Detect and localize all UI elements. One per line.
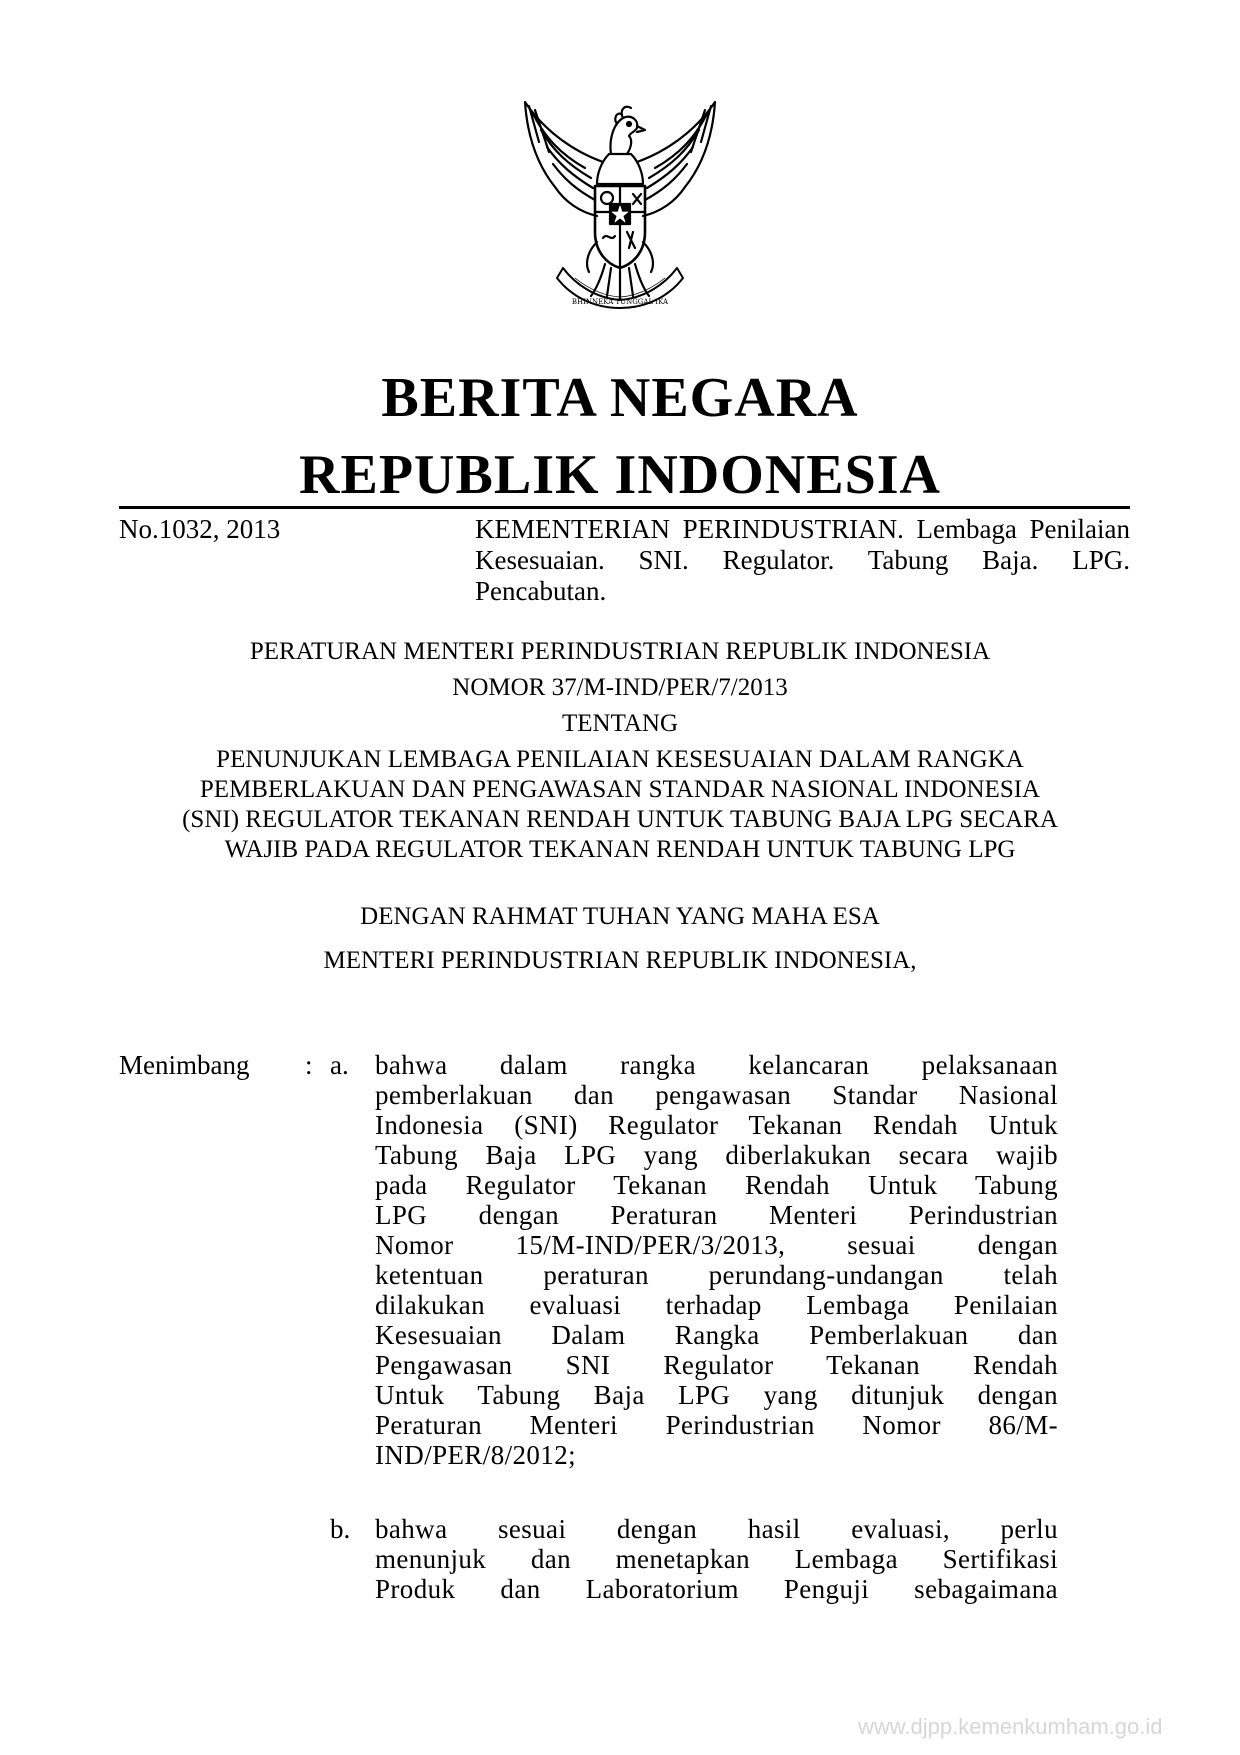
considerations-colon: : <box>305 1050 313 1080</box>
source-watermark: www.djpp.kemenkumham.go.id <box>858 1714 1163 1739</box>
issue-number: No.1032, 2013 <box>119 514 281 544</box>
regulation-issuer: MENTERI PERINDUSTRIAN REPUBLIK INDONESIA, <box>323 947 917 974</box>
gazette-title-line1: BERITA NEGARA <box>381 367 859 429</box>
paragraph-line: dilakukan evaluasi terhadap Lembaga Penilaian <box>375 1290 1058 1320</box>
subject-line: (SNI) REGULATOR TEKANAN RENDAH UNTUK TABUNG BAJA LPG SECARA <box>182 806 1058 833</box>
subject-line: PENUNJUKAN LEMBAGA PENILAIAN KESESUAIAN DALAM RANGKA <box>216 746 1024 773</box>
paragraph-line: Nomor 15/M-IND/PER/3/2013, sesuai dengan <box>375 1230 1058 1260</box>
paragraph-line: Kesesuaian Dalam Rangka Pemberlakuan dan <box>375 1320 1058 1350</box>
paragraph-line: Peraturan Menteri Perindustrian Nomor 86/M- <box>375 1410 1058 1440</box>
paragraph-line: ketentuan peraturan perundang-undangan telah <box>375 1260 1058 1290</box>
paragraph-line: Tabung Baja LPG yang diberlakukan secara wajib <box>375 1140 1058 1170</box>
regulation-about: TENTANG <box>561 710 679 737</box>
paragraph-line: IND/PER/8/2012; <box>375 1440 577 1470</box>
paragraph-line: pada Regulator Tekanan Rendah Untuk Tabung <box>375 1170 1058 1200</box>
header-divider <box>119 506 1130 509</box>
consideration-item-a <box>375 1050 1058 1470</box>
paragraph-line: menunjuk dan menetapkan Lembaga Sertifikasi <box>375 1544 1058 1574</box>
subject-line: PEMBERLAKUAN DAN PENGAWASAN STANDAR NASIONAL INDONESIA <box>199 776 1041 803</box>
paragraph-line: bahwa sesuai dengan hasil evaluasi, perlu <box>375 1514 1058 1544</box>
garuda-emblem-graphic <box>505 92 735 312</box>
paragraph-line: pemberlakuan dan pengawasan Standar Nasional <box>375 1080 1058 1110</box>
consideration-letter: a. <box>330 1050 349 1080</box>
regulation-heading: PERATURAN MENTERI PERINDUSTRIAN REPUBLIK INDONESIA <box>249 638 991 665</box>
issue-description: KEMENTERIAN PERINDUSTRIAN. Lembaga Penilaian Kesesuaian. SNI. Regulator. Tabung Baja. LPG. Pencabutan. <box>475 514 1130 606</box>
emblem-motto <box>505 92 506 93</box>
subject-line: WAJIB PADA REGULATOR TEKANAN RENDAH UNTUK TABUNG LPG <box>224 836 1016 863</box>
consideration-item-b <box>375 1514 1058 1604</box>
regulation-blessing: DENGAN RAHMAT TUHAN YANG MAHA ESA <box>360 903 880 930</box>
regulation-subject <box>0 745 1240 865</box>
paragraph-line: Pengawasan SNI Regulator Tekanan Rendah <box>375 1350 1058 1380</box>
gazette-title-line2: REPUBLIK INDONESIA <box>299 444 941 506</box>
regulation-number: NOMOR 37/M-IND/PER/7/2013 <box>452 674 788 701</box>
consideration-letter: b. <box>330 1514 351 1544</box>
paragraph-line: bahwa dalam rangka kelancaran pelaksanaan <box>375 1050 1058 1080</box>
paragraph-line: Untuk Tabung Baja LPG yang ditunjuk dengan <box>375 1380 1058 1410</box>
paragraph-line: Indonesia (SNI) Regulator Tekanan Rendah Untuk <box>375 1110 1058 1140</box>
considerations-label: Menimbang <box>119 1050 250 1080</box>
garuda-pancasila-emblem-icon <box>505 92 735 312</box>
svg-text:BHINNEKA TUNGGAL IKA: BHINNEKA TUNGGAL IKA <box>571 298 669 306</box>
paragraph-line: LPG dengan Peraturan Menteri Perindustrian <box>375 1200 1058 1230</box>
paragraph-line: Produk dan Laboratorium Penguji sebagaimana <box>375 1574 1058 1604</box>
